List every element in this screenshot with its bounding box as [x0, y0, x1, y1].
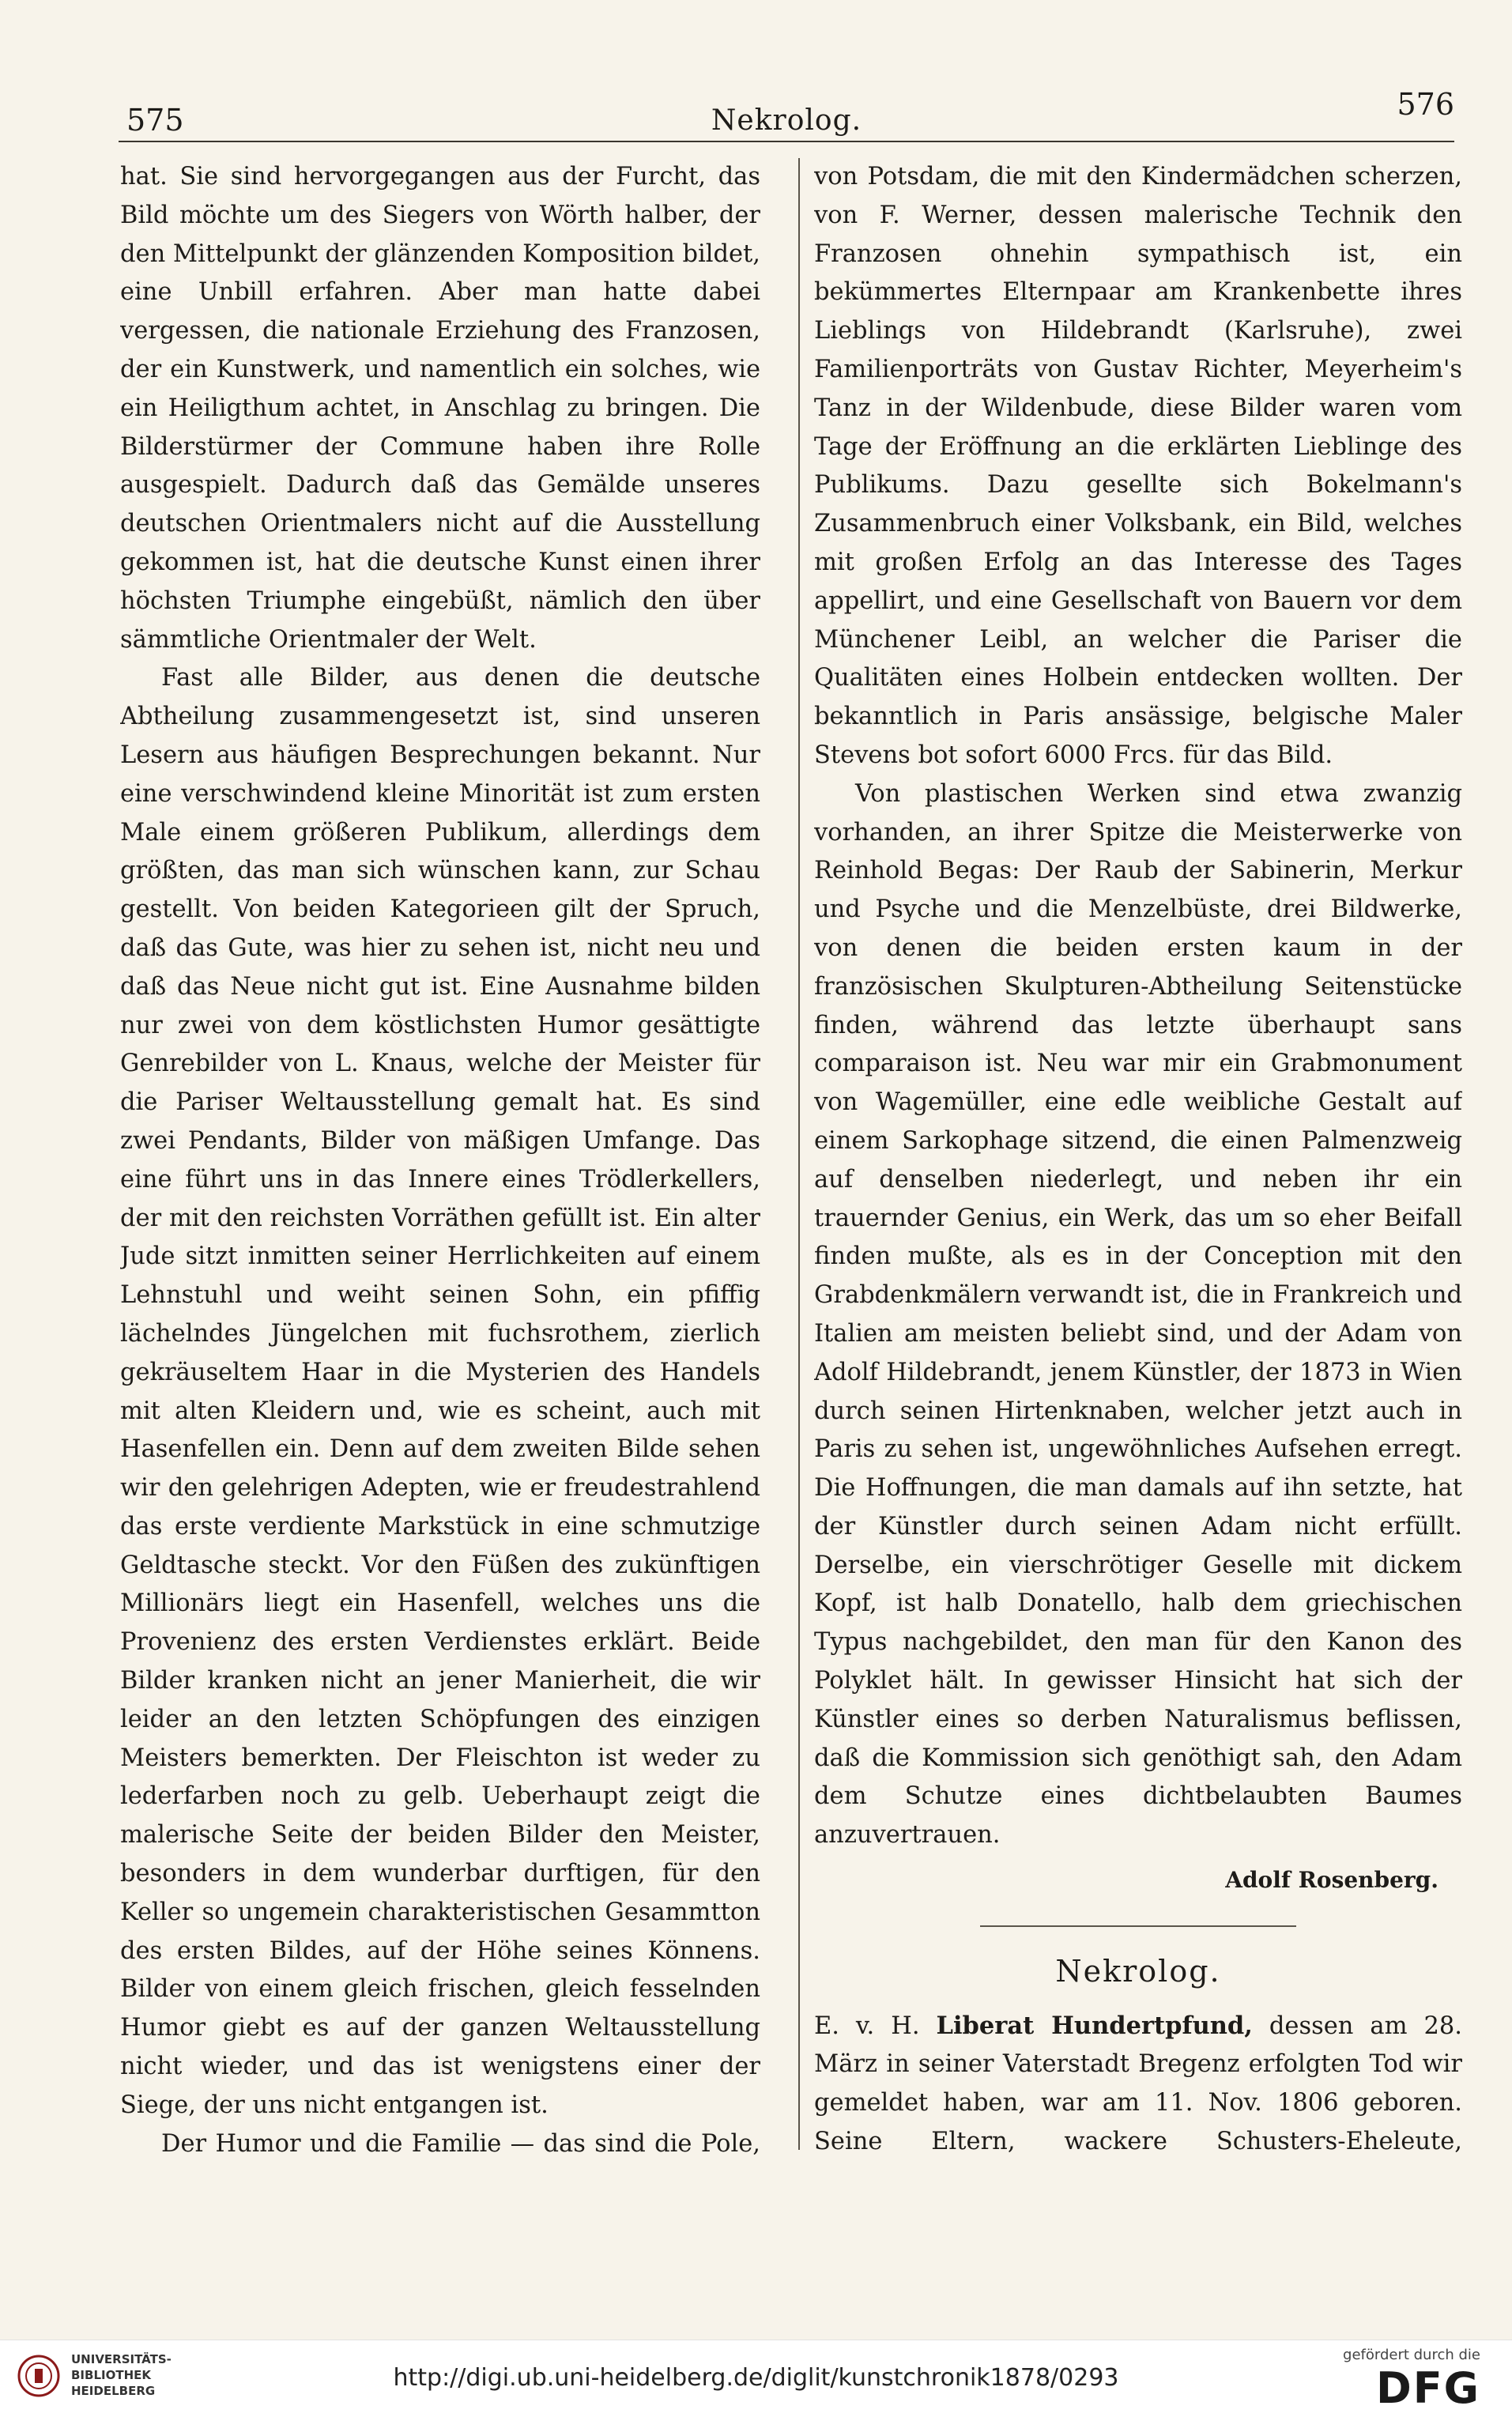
obituary-name: Liberat Hundertpfund, — [936, 2011, 1253, 2040]
obituary-author: E. v. H. — [814, 2012, 920, 2040]
column-divider — [798, 158, 800, 2150]
running-title: Nekrolog. — [711, 104, 862, 137]
paragraph: hat. Sie sind hervorgegangen aus der Furcht, das Bild möchte um des Siegers von Wörth halber, der den Mittelpunkt der glänzenden Komposition bildet, eine Unbill erfahren. Aber man hatte dabei vergessen, die nationale Erziehung des Franzosen, der ein Kunstwerk, und namentlich ein solches, wie ein Heiligthum achtet, in Anschlag zu bringen. Die Bilderstürmer der Commune haben ihre Rolle ausgespielt. Dadurch daß das Gemälde unseres deutschen Orientmalers nicht auf die Ausstellung gekommen ist, hat die deutsche Kunst einen ihrer höchsten Triumphe eingebüßt, nämlich den über sämmtliche Orientmaler der Welt. — [120, 163, 760, 654]
funded-by-label: gefördert durch die — [1343, 2347, 1480, 2363]
left-column — [120, 158, 760, 2166]
article-signature: Adolf Rosenberg. — [1225, 1867, 1438, 1894]
dfg-logo: DFG — [1375, 2363, 1480, 2413]
page-number-left: 575 — [126, 103, 184, 138]
paragraph: Fast alle Bilder, aus denen die deutsche Abtheilung zusammengesetzt ist, sind unseren Lesern aus häufigen Besprechungen bekannt. Nur eine verschwindend kleine Minorität ist zum ersten Male einem größeren Publikum, allerdings dem größten, das man sich wünschen kann, zur Schau gestellt. Von beiden Kategorieen gilt der Spruch, daß das Gute, was hier zu sehen ist, nicht neu und daß das Neue nicht gut ist. Eine Ausnahme bilden nur zwei von dem köstlichsten Humor gesättigte Genrebilder von L. Knaus, welche der Meister für die Pariser Weltausstellung gemalt hat. Es sind zwei Pendants, Bilder von mäßigen Umfange. Das eine führt uns in das Innere eines Trödlerkellers, der mit den reichsten Vorräthen gefüllt ist. Ein alter Jude sitzt inmitten seiner Herrlichkeiten auf einem Lehnstuhl und weiht seinen Sohn, ein pfiffig lächelndes Jüngelchen mit fuchsrothem, zierlich gekräuseltem Haar in die Mysterien des Handels mit alten Kleidern und, wie es scheint, auch mit Hasenfellen ein. Denn auf dem zweiten Bilde sehen wir den gelehrigen Adepten, wie er freudestrahlend das erste verdiente Markstück in eine schmutzige Geldtasche steckt. Vor den Füßen des zukünftigen Millionärs liegt ein Hasenfell, welches uns die Provenienz des ersten Verdienstes erklärt. Beide Bilder kranken nicht an jener Manierheit, die wir leider an den letzten Schöpfungen des einzigen Meisters bemerkten. Der Fleischton ist weder zu lederfarben noch zu gelb. Ueberhaupt zeigt die malerische Seite der beiden Bilder den Meister, besonders in dem wunderbar durftigen, für den Keller so ungemein charakteristischen Gesammtton des ersten Bildes, auf der Höhe seines Könnens. Bilder von einem gleich frischen, gleich fesselnden Humor giebt es auf der ganzen Weltausstellung nicht wieder, und das ist wenigstens einer der Siege, der uns nicht entgangen ist. — [120, 664, 760, 2119]
permalink-url[interactable]: http://digi.ub.uni-heidelberg.de/diglit/kunstchronik1878/0293 — [393, 2364, 1119, 2392]
obituary-text: dessen am 28. März in seiner Vaterstadt Bregenz erfolgten Tod wir gemeldet haben, war am 11. Nov. 1806 geboren. Seine Eltern, wackere Schusters-Eheleute, — [814, 2012, 1462, 2156]
header-rule — [119, 141, 1454, 142]
obituary-paragraph — [814, 2007, 1462, 2166]
paragraph: Der Humor und die Familie — das sind die Pole, — [161, 2129, 760, 2158]
page-header — [119, 87, 1454, 142]
right-column — [814, 158, 1462, 2166]
viewer-footer — [0, 2340, 1512, 2417]
section-divider — [980, 1925, 1296, 1927]
paragraph: von Potsdam, die mit den Kindermädchen scherzen, von F. Werner, dessen malerische Technik den Franzosen ohnehin sympathisch ist, ein bekümmertes Elternpaar am Krankenbette ihres Lieblings von Hildebrandt (Karlsruhe), zwei Familienporträts von Gustav Richter, Meyerheim's Tanz in der Wildenbude, diese Bilder waren vom Tage der Eröffnung an die erklärten Lieblinge des Publikums. Dazu gesellte sich Bokelmann's Zusammenbruch einer Volksbank, ein Bild, welches mit großen Erfolg an das Interesse des Tages appellirt, und eine Gesellschaft von Bauern vor dem Münchener Leibl, an welcher die Pariser die Qualitäten eines Holbein entdecken wollten. Der bekanntlich in Paris ansässige, belgische Maler Stevens bot sofort 6000 Frcs. für das Bild. — [814, 163, 1462, 769]
section-heading: Nekrolog. — [1055, 1953, 1221, 1989]
page-number-right: 576 — [1397, 87, 1454, 122]
paragraph: Von plastischen Werken sind etwa zwanzig vorhanden, an ihrer Spitze die Meisterwerke von Reinhold Begas: Der Raub der Sabinerin, Merkur und Psyche und die Menzelbüste, drei Bildwerke, von denen die beiden ersten kaum in der französischen Skulpturen-Abtheilung Seitenstücke finden, während das letzte überhaupt sans comparaison ist. Neu war mir ein Grabmonument von Wagemüller, eine edle weibliche Gestalt auf einem Sarkophage sitzend, die einen Palmenzweig auf denselben niederlegt, und neben ihr ein trauernder Genius, ein Werk, das um so eher Beifall finden mußte, als es in der Conception mit den Grabdenkmälern verwandt ist, die in Frankreich und Italien am meisten beliebt sind, und der Adam von Adolf Hildebrandt, jenem Künstler, der 1873 in Wien durch seinen Hirtenknaben, welcher jetzt auch in Paris zu sehen ist, ungewöhnliches Aufsehen erregt. Die Hoffnungen, die man damals auf ihn setzte, hat der Künstler durch seinen Adam nicht erfüllt. Derselbe, ein vierschrötiger Geselle mit dickem Kopf, ist halb Donatello, halb dem griechischen Typus nachgebildet, den man für den Kanon des Polyklet hält. In gewisser Hinsicht hat sich der Künstler eines so derben Naturalismus beflissen, daß die Kommission sich genöthigt sah, den Adam dem Schutze eines dichtbelaubten Baumes anzuvertrauen. — [814, 779, 1462, 1850]
library-name: UNIVERSITÄTS- BIBLIOTHEK HEIDELBERG — [71, 2352, 172, 2398]
